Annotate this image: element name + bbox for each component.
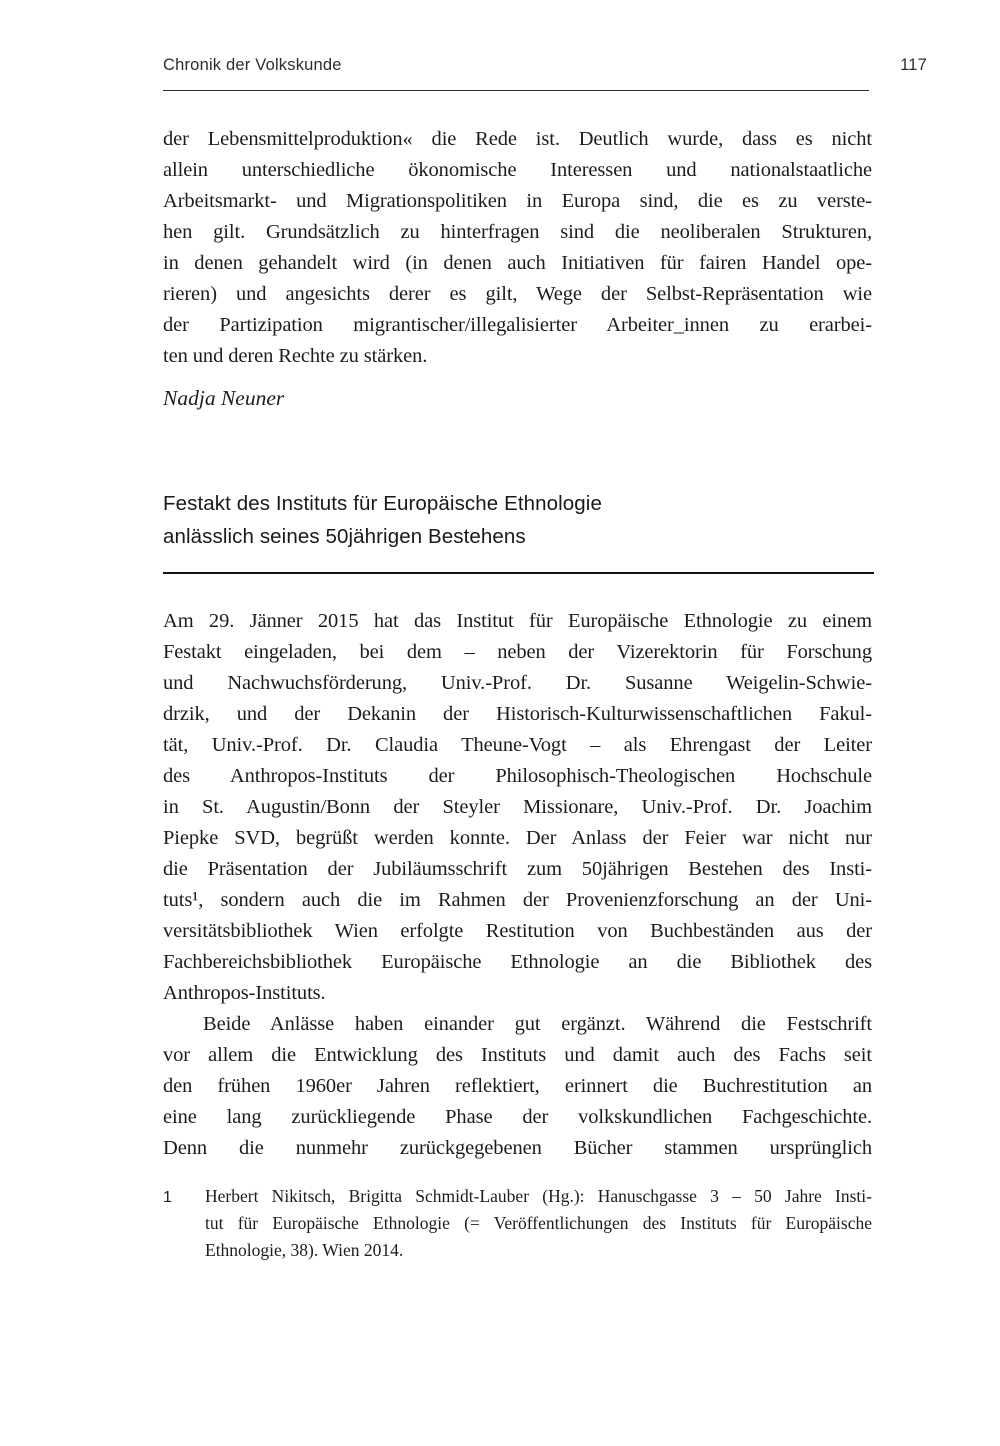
page-number: 117 — [900, 56, 927, 74]
section-heading-line-2: anlässlich seines 50jährigen Bestehens — [163, 524, 526, 548]
section-heading-line-1: Festakt des Instituts für Europäische Ethnologie — [163, 492, 602, 515]
text-line: Denn die nunmehr zurückgegebenen Bücher stammen ursprünglich — [163, 1137, 872, 1159]
text-line: tät, Univ.-Prof. Dr. Claudia Theune-Vogt – als Ehrengast der Leiter — [163, 734, 872, 756]
body-paragraph-2 — [163, 1009, 872, 1164]
text-line: der Lebensmittelproduktion« die Rede ist. Deutlich wurde, dass es nicht — [163, 128, 872, 150]
section-rule — [163, 572, 874, 574]
running-title: Chronik der Volkskunde — [163, 56, 342, 74]
text-line: tuts¹, sondern auch die im Rahmen der Provenienzforschung an der Uni- — [163, 889, 872, 911]
footnote-text — [205, 1183, 872, 1264]
text-line: Ethnologie, 38). Wien 2014. — [205, 1240, 404, 1260]
text-line: Festakt eingeladen, bei dem – neben der Vizerektorin für Forschung — [163, 641, 872, 663]
continuation-paragraph — [163, 124, 872, 372]
text-line: der Partizipation migrantischer/illegalisierter Arbeiter_innen zu erarbei- — [163, 314, 872, 336]
text-line: hen gilt. Grundsätzlich zu hinterfragen sind die neoliberalen Strukturen, — [163, 221, 872, 243]
text-line: und Nachwuchsförderung, Univ.-Prof. Dr. Susanne Weigelin-Schwie- — [163, 672, 872, 694]
text-line: Anthropos-Instituts. — [163, 982, 326, 1004]
section-heading — [163, 488, 872, 553]
header-rule — [163, 90, 869, 91]
text-line: die Präsentation der Jubiläumsschrift zum 50jährigen Bestehen des Insti- — [163, 858, 872, 880]
footnote — [163, 1183, 872, 1264]
text-line: Arbeitsmarkt- und Migrationspolitiken in Europa sind, die es zu verste- — [163, 190, 872, 212]
author-name: Nadja Neuner — [163, 386, 285, 410]
text-line: versitätsbibliothek Wien erfolgte Restitution von Buchbeständen aus der — [163, 920, 872, 942]
body-paragraph-1 — [163, 606, 872, 1009]
text-line: Beide Anlässe haben einander gut ergänzt. Während die Festschrift — [203, 1013, 872, 1035]
text-line: Herbert Nikitsch, Brigitta Schmidt-Lauber (Hg.): Hanuschgasse 3 – 50 Jahre Insti- — [205, 1186, 872, 1206]
text-line: den frühen 1960er Jahren reflektiert, erinnert die Buchrestitution an — [163, 1075, 872, 1097]
text-line: Am 29. Jänner 2015 hat das Institut für Europäische Ethnologie zu einem — [163, 610, 872, 632]
text-line: drzik, und der Dekanin der Historisch-Kulturwissenschaftlichen Fakul- — [163, 703, 872, 725]
text-line: tut für Europäische Ethnologie (= Veröffentlichungen des Instituts für Europäische — [205, 1213, 872, 1233]
text-line: allein unterschiedliche ökonomische Interessen und nationalstaatliche — [163, 159, 872, 181]
text-line: vor allem die Entwicklung des Instituts und damit auch des Fachs seit — [163, 1044, 872, 1066]
text-line: in St. Augustin/Bonn der Steyler Missionare, Univ.-Prof. Dr. Joachim — [163, 796, 872, 818]
footnote-marker: 1 — [163, 1189, 172, 1206]
text-line: in denen gehandelt wird (in denen auch Initiativen für fairen Handel ope- — [163, 252, 872, 274]
page-header — [163, 56, 927, 75]
text-line: eine lang zurückliegende Phase der volkskundlichen Fachgeschichte. — [163, 1106, 872, 1128]
text-line: rieren) und angesichts derer es gilt, Wege der Selbst-Repräsentation wie — [163, 283, 872, 305]
text-line: Fachbereichsbibliothek Europäische Ethnologie an die Bibliothek des — [163, 951, 872, 973]
text-line: Piepke SVD, begrüßt werden konnte. Der Anlass der Feier war nicht nur — [163, 827, 872, 849]
text-line: ten und deren Rechte zu stärken. — [163, 345, 428, 367]
text-line: des Anthropos-Instituts der Philosophisch-Theologischen Hochschule — [163, 765, 872, 787]
